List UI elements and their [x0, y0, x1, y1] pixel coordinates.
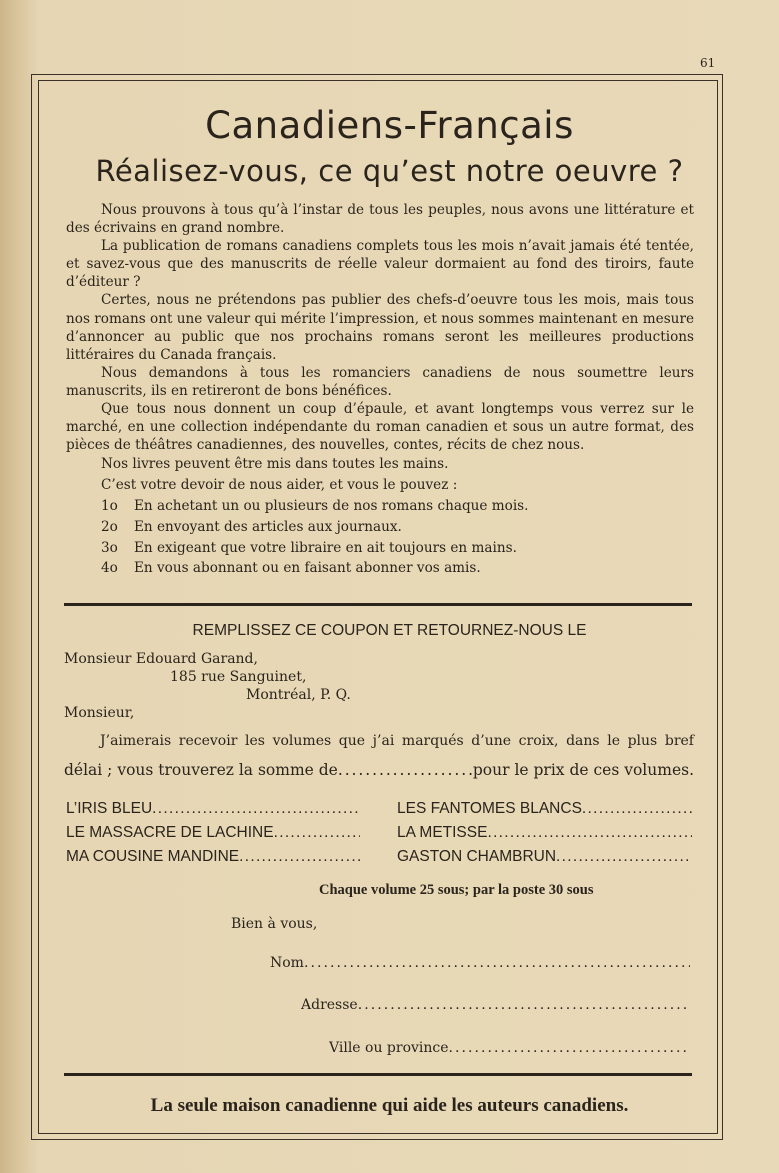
paragraph: Certes, nous ne prétendons pas publier des chefs-d’oeuvre tous les mois, mais tous nos romans ont une valeur qui mérite l’impression, et nous sommes maintenant en mesure d’annoncer au public que nos prochains romans seront les meilleures productions littéraires du Canada français.: [66, 292, 694, 363]
list-item: [66, 496, 694, 517]
salutation: Monsieur,: [64, 705, 135, 721]
price-note: Chaque volume 25 sous; par la poste 30 sous: [319, 882, 594, 898]
page-subtitle: Réalisez-vous, ce qu’est notre oeuvre ?: [95, 154, 684, 188]
request-line: J’aimerais recevoir les volumes que j’ai marqués d’une croix, dans le plus bref: [100, 733, 694, 749]
body-text: [66, 201, 694, 579]
checkbox-line[interactable]: [152, 800, 360, 818]
address-name: Monsieur Edouard Garand,: [64, 651, 258, 667]
list-number: 3o: [101, 539, 118, 556]
book-option[interactable]: [66, 824, 360, 842]
name-blank[interactable]: [304, 955, 690, 971]
address-label: Adresse: [301, 997, 358, 1013]
city-label: Ville ou province: [329, 1040, 449, 1056]
book-option[interactable]: [66, 848, 360, 866]
name-field[interactable]: [270, 955, 690, 971]
paragraph: C’est votre devoir de nous aider, et vous le pouvez :: [101, 477, 458, 494]
list-item: [66, 538, 694, 559]
book-title: GASTON CHAMBRUN: [397, 848, 557, 865]
list-text: En vous abonnant ou en faisant abonner vos amis.: [134, 560, 481, 577]
book-title: MA COUSINE MANDINE: [66, 848, 240, 865]
checkbox-line[interactable]: [487, 824, 692, 842]
divider-rule: [64, 603, 692, 606]
book-option[interactable]: [397, 824, 692, 842]
book-title: LE MASSACRE DE LACHINE: [66, 824, 274, 841]
address-blank[interactable]: [358, 997, 690, 1013]
list-text: En exigeant que votre libraire en ait toujours en mains.: [134, 539, 517, 556]
amount-line: [64, 761, 694, 779]
paragraph: La publication de romans canadiens complets tous les mois n’avait jamais été tentée, et savez-vous que des manuscrits de réelle valeur dormaient au fond des tiroirs, faute d’éditeur ?: [66, 238, 694, 291]
list-text: En envoyant des articles aux journaux.: [134, 518, 402, 535]
footer-slogan: La seule maison canadienne qui aide les auteurs canadiens.: [150, 1095, 629, 1116]
list-number: 1o: [101, 498, 118, 515]
list-number: 2o: [101, 518, 118, 535]
book-title: LES FANTOMES BLANCS: [397, 800, 582, 817]
paragraph: Nous prouvons à tous qu’à l’instar de tous les peuples, nous avons une littérature et des écrivains en grand nombre.: [66, 202, 694, 237]
list-text: En achetant un ou plusieurs de nos romans chaque mois.: [134, 498, 529, 515]
city-field[interactable]: [329, 1040, 690, 1056]
checkbox-line[interactable]: [274, 824, 360, 842]
paragraph: Nos livres peuvent être mis dans toutes les mains.: [101, 456, 449, 473]
book-option[interactable]: [66, 800, 360, 818]
divider-rule: [64, 1073, 692, 1076]
book-title: L’IRIS BLEU: [66, 800, 153, 817]
list-item: [66, 517, 694, 538]
page-number: 61: [700, 56, 716, 70]
paragraph: Nous demandons à tous les romanciers canadiens de nous soumettre leurs manuscrits, ils en retireront de bons bénéfices.: [66, 364, 694, 399]
checkbox-line[interactable]: [556, 848, 692, 866]
coupon-heading: REMPLISSEZ CE COUPON ET RETOURNEZ-NOUS LE: [192, 622, 587, 639]
closing: Bien à vous,: [231, 916, 318, 932]
checkbox-line[interactable]: [582, 800, 692, 818]
amount-label: délai ; vous trouverez la somme de: [64, 761, 338, 779]
list-item: [66, 558, 694, 579]
address-street: 185 rue Sanguinet,: [170, 669, 307, 685]
book-title: LA METISSE: [397, 824, 488, 841]
address-field[interactable]: [301, 997, 690, 1013]
book-option[interactable]: [397, 800, 692, 818]
checkbox-line[interactable]: [239, 848, 360, 866]
amount-label-end: pour le prix de ces volumes.: [472, 761, 694, 779]
book-option[interactable]: [397, 848, 692, 866]
city-blank[interactable]: [449, 1040, 690, 1056]
name-label: Nom: [270, 955, 304, 971]
address-city: Montréal, P. Q.: [246, 687, 351, 703]
list-number: 4o: [101, 560, 118, 577]
page-title: Canadiens-Français: [205, 104, 574, 147]
amount-blank[interactable]: [338, 761, 473, 779]
paragraph: Que tous nous donnent un coup d’épaule, et avant longtemps vous verrez sur le marché, en une collection indépendante du roman canadien et sous un autre format, des pièces de théâtres canadiennes, des nouvelles, contes, récits de chez nous.: [66, 401, 694, 454]
